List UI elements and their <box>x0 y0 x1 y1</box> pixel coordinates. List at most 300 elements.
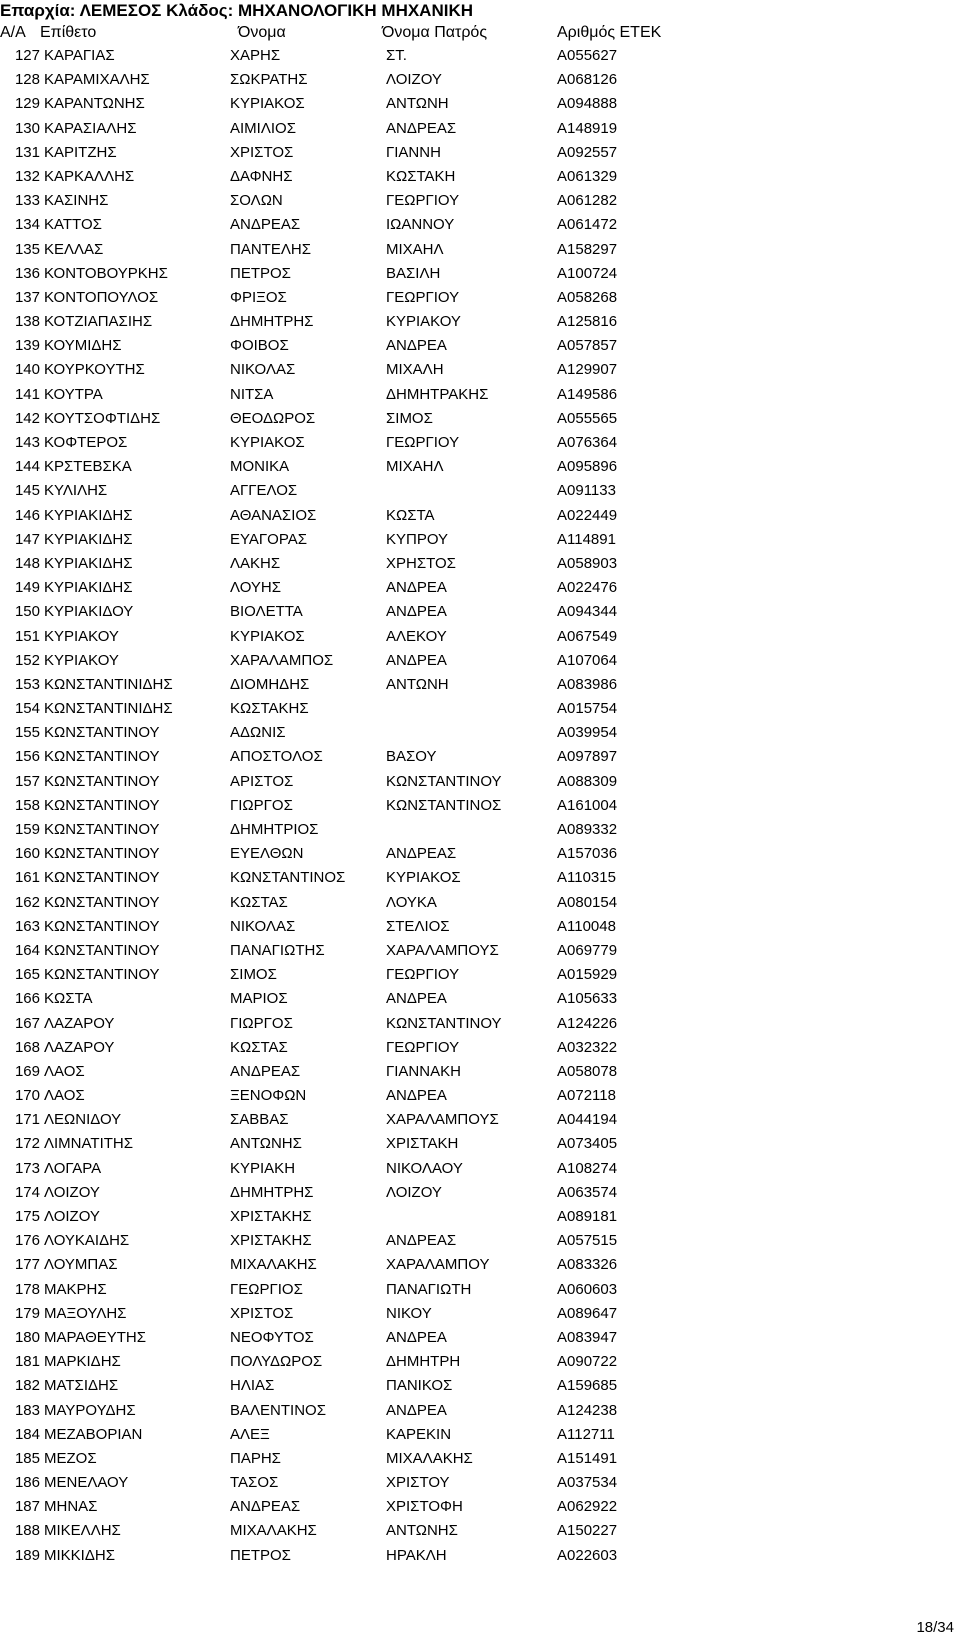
etek-number-cell: Α100724 <box>557 264 618 282</box>
name-cell: ΚΩΣΤΑΣ <box>230 893 288 911</box>
etek-number-cell: Α148919 <box>557 119 618 137</box>
father-name-cell: ΓΕΩΡΓΙΟΥ <box>386 192 460 210</box>
row-number: 155 <box>14 724 40 742</box>
etek-number-cell: Α060603 <box>557 1280 618 1298</box>
father-name-cell: ΓΕΩΡΓΙΟΥ <box>386 1038 460 1056</box>
name-cell: ΝΙΤΣΑ <box>230 385 274 403</box>
row-number: 184 <box>14 1425 40 1443</box>
surname-cell: ΚΩΝΣΤΑΝΤΙΝΟΥ <box>44 893 160 911</box>
table-row <box>0 407 960 431</box>
name-cell: ΑΘΑΝΑΣΙΟΣ <box>230 506 317 524</box>
row-number: 164 <box>14 941 40 959</box>
row-number: 157 <box>14 772 40 790</box>
row-number: 158 <box>14 796 40 814</box>
surname-cell: ΚΕΛΛΑΣ <box>44 240 104 258</box>
row-number: 170 <box>14 1087 40 1105</box>
surname-cell: ΚΑΡΑΣΙΑΛΗΣ <box>44 119 137 137</box>
table-row <box>0 117 960 141</box>
table-row <box>0 794 960 818</box>
name-cell: ΠΕΤΡΟΣ <box>230 264 291 282</box>
father-name-cell: ΜΙΧΑΛΗ <box>386 361 444 379</box>
row-number: 156 <box>14 748 40 766</box>
surname-cell: ΚΩΝΣΤΑΝΤΙΝΟΥ <box>44 724 160 742</box>
row-number: 165 <box>14 966 40 984</box>
table-row <box>0 1495 960 1519</box>
row-number: 159 <box>14 821 40 838</box>
etek-number-cell: Α090722 <box>557 1353 618 1371</box>
father-name-cell: ΚΩΝΣΤΑΝΤΙΝΟΥ <box>386 772 502 790</box>
table-row <box>0 455 960 479</box>
row-number: 168 <box>14 1038 40 1056</box>
table-row <box>0 189 960 213</box>
etek-number-cell: Α110315 <box>557 869 616 887</box>
etek-number-cell: Α080154 <box>557 893 618 911</box>
etek-number-cell: Α058903 <box>557 554 618 572</box>
name-cell: ΠΕΤΡΟΣ <box>230 1546 291 1564</box>
etek-number-cell: Α015929 <box>557 966 618 984</box>
row-number: 180 <box>14 1328 40 1346</box>
name-cell: ΞΕΝΟΦΩΝ <box>230 1087 307 1105</box>
surname-cell: ΚΩΝΣΤΑΝΤΙΝΟΥ <box>44 748 160 766</box>
name-cell: ΝΕΟΦΥΤΟΣ <box>230 1328 314 1346</box>
table-row <box>0 262 960 286</box>
table-row <box>0 721 960 745</box>
father-name-cell: ΓΙΑΝΝΗ <box>386 143 441 161</box>
father-name-cell: ΑΝΤΩΝΗ <box>386 95 449 113</box>
table-row <box>0 1181 960 1205</box>
table-row <box>0 842 960 866</box>
table-row <box>0 504 960 528</box>
father-name-cell: ΣΤΕΛΙΟΣ <box>386 917 450 935</box>
etek-number-cell: Α076364 <box>557 434 618 451</box>
etek-number-cell: Α124226 <box>557 1014 618 1032</box>
surname-cell: ΚΥΡΙΑΚΟΥ <box>44 651 119 669</box>
surname-cell: ΚΑΣΙΝΗΣ <box>44 192 109 210</box>
etek-number-cell: Α094888 <box>557 95 618 113</box>
surname-cell: ΛΑΟΣ <box>44 1087 85 1105</box>
row-number: 167 <box>14 1014 40 1032</box>
father-name-cell: ΑΛΕΚΟΥ <box>386 627 447 645</box>
table-row <box>0 939 960 963</box>
surname-cell: ΚΟΥΤΡΑ <box>44 385 103 403</box>
surname-cell: ΛΟΥΚΑΙΔΗΣ <box>44 1232 130 1250</box>
father-name-cell: ΣΙΜΟΣ <box>386 409 433 427</box>
etek-number-cell: Α105633 <box>557 990 618 1008</box>
father-name-cell: ΑΝΔΡΕΑ <box>386 579 447 597</box>
etek-number-cell: Α062922 <box>557 1498 618 1516</box>
table-row <box>0 1326 960 1350</box>
name-cell: ΑΝΔΡΕΑΣ <box>230 216 301 234</box>
table-row <box>0 1423 960 1447</box>
table-row <box>0 1374 960 1398</box>
etek-number-cell: Α069779 <box>557 941 618 959</box>
name-cell: ΧΡΙΣΤΟΣ <box>230 143 294 161</box>
surname-cell: ΚΩΝΣΤΑΝΤΙΝΟΥ <box>44 941 160 959</box>
father-name-cell: ΑΝΔΡΕΑ <box>386 603 447 621</box>
row-number: 137 <box>14 288 40 306</box>
name-cell: ΑΝΤΩΝΗΣ <box>230 1135 302 1153</box>
table-row <box>0 479 960 503</box>
row-number: 136 <box>14 264 40 282</box>
etek-number-cell: Α057515 <box>557 1232 618 1250</box>
row-number: 151 <box>14 627 40 645</box>
table-row <box>0 600 960 624</box>
father-name-cell: ΜΙΧΑΛΑΚΗΣ <box>386 1449 473 1467</box>
table-header <box>0 22 960 44</box>
surname-cell: ΚΩΝΣΤΑΝΤΙΝΙΔΗΣ <box>44 675 173 693</box>
etek-number-cell: Α112711 <box>557 1425 615 1443</box>
surname-cell: ΜΑΡΚΙΔΗΣ <box>44 1353 121 1371</box>
etek-number-cell: Α058078 <box>557 1062 618 1080</box>
surname-cell: ΚΩΝΣΤΑΝΤΙΝΟΥ <box>44 796 160 814</box>
row-number: 176 <box>14 1232 40 1250</box>
row-number: 149 <box>14 579 40 597</box>
etek-number-cell: Α057857 <box>557 337 618 355</box>
table-row <box>0 625 960 649</box>
surname-cell: ΚΥΡΙΑΚΙΔΗΣ <box>44 579 133 597</box>
row-number: 160 <box>14 845 40 863</box>
table-row <box>0 1108 960 1132</box>
row-number: 139 <box>14 337 40 355</box>
table-row <box>0 528 960 552</box>
table-row <box>0 866 960 890</box>
surname-cell: ΜΕΖΟΣ <box>44 1449 97 1467</box>
table-row <box>0 1399 960 1423</box>
etek-number-cell: Α089181 <box>557 1208 618 1225</box>
father-name-cell: ΛΟΥΚΑ <box>386 893 437 911</box>
header-name: Όνομα <box>238 24 286 41</box>
name-cell: ΔΗΜΗΤΡΗΣ <box>230 1183 314 1201</box>
name-cell: ΒΑΛΕΝΤΙΝΟΣ <box>230 1401 326 1419</box>
surname-cell: ΛΟΙΖΟΥ <box>44 1208 100 1225</box>
etek-number-cell: Α022449 <box>557 506 618 524</box>
surname-cell: ΚΟΥΜΙΔΗΣ <box>44 337 122 355</box>
name-cell: ΦΡΙΞΟΣ <box>230 288 287 306</box>
surname-cell: ΚΥΛΙΛΗΣ <box>44 482 108 500</box>
name-cell: ΚΩΣΤΑΚΗΣ <box>230 700 309 718</box>
etek-number-cell: Α097897 <box>557 748 618 766</box>
name-cell: ΦΟΙΒΟΣ <box>230 337 289 355</box>
row-number: 163 <box>14 917 40 935</box>
etek-number-cell: Α125816 <box>557 313 618 331</box>
row-number: 150 <box>14 603 40 621</box>
etek-number-cell: Α061329 <box>557 167 618 185</box>
row-number: 153 <box>14 675 40 693</box>
name-cell: ΔΑΦΝΗΣ <box>230 167 293 185</box>
surname-cell: ΜΕΝΕΛΑΟΥ <box>44 1474 129 1492</box>
etek-number-cell: Α068126 <box>557 71 618 89</box>
surname-cell: ΚΩΣΤΑ <box>44 990 93 1008</box>
table-row <box>0 1157 960 1181</box>
surname-cell: ΛΑΟΣ <box>44 1062 85 1080</box>
surname-cell: ΛΟΓΑΡΑ <box>44 1159 102 1177</box>
surname-cell: ΚΟΤΖΙΑΠΑΣΙΗΣ <box>44 313 153 331</box>
table-row <box>0 165 960 189</box>
header-etek-number: Αριθμός ΕΤΕΚ <box>557 24 662 41</box>
page-title: Επαρχία: ΛΕΜΕΣΟΣ Κλάδος: ΜΗΧΑΝΟΛΟΓΙΚΗ ΜΗΧΑΝΙΚΗ <box>0 1 474 20</box>
name-cell: ΑΔΩΝΙΣ <box>230 724 286 742</box>
father-name-cell: ΒΑΣΙΛΗ <box>386 264 441 282</box>
etek-number-cell: Α083947 <box>557 1328 618 1346</box>
name-cell: ΘΕΟΔΩΡΟΣ <box>230 409 316 427</box>
etek-number-cell: Α124238 <box>557 1401 618 1419</box>
name-cell: ΠΑΝΑΓΙΩΤΗΣ <box>230 941 325 959</box>
row-number: 187 <box>14 1498 40 1516</box>
etek-number-cell: Α072118 <box>557 1087 616 1105</box>
page-number: 18/34 <box>916 1619 954 1636</box>
row-number: 146 <box>14 506 40 524</box>
name-cell: ΚΥΡΙΑΚΟΣ <box>230 627 305 645</box>
table-row <box>0 1253 960 1277</box>
table-row <box>0 213 960 237</box>
table-row <box>0 431 960 455</box>
father-name-cell: ΓΕΩΡΓΙΟΥ <box>386 966 460 984</box>
table-row <box>0 697 960 721</box>
table-row <box>0 745 960 769</box>
name-cell: ΜΙΧΑΛΑΚΗΣ <box>230 1522 317 1540</box>
name-cell: ΜΙΧΑΛΑΚΗΣ <box>230 1256 317 1274</box>
surname-cell: ΜΗΝΑΣ <box>44 1498 98 1516</box>
table-row <box>0 1447 960 1471</box>
row-number: 129 <box>14 95 40 113</box>
name-cell: ΕΥΑΓΟΡΑΣ <box>230 530 307 548</box>
row-number: 154 <box>14 700 40 718</box>
table-row <box>0 334 960 358</box>
etek-number-cell: Α032322 <box>557 1038 618 1056</box>
father-name-cell: ΠΑΝΑΓΙΩΤΗ <box>386 1280 472 1298</box>
row-number: 130 <box>14 119 40 137</box>
row-number: 128 <box>14 71 40 89</box>
father-name-cell: ΓΙΑΝΝΑΚΗ <box>386 1062 461 1080</box>
table-row <box>0 1350 960 1374</box>
table-row <box>0 238 960 262</box>
name-cell: ΣΟΛΩΝ <box>230 192 283 210</box>
table-row <box>0 310 960 334</box>
name-cell: ΧΑΡΑΛΑΜΠΟΣ <box>230 651 334 669</box>
name-cell: ΓΙΩΡΓΟΣ <box>230 796 293 814</box>
name-cell: ΜΑΡΙΟΣ <box>230 990 288 1008</box>
name-cell: ΧΡΙΣΤΟΣ <box>230 1304 294 1322</box>
etek-number-cell: Α149586 <box>557 385 618 403</box>
row-number: 183 <box>14 1401 40 1419</box>
surname-cell: ΚΩΝΣΤΑΝΤΙΝΙΔΗΣ <box>44 700 173 718</box>
etek-number-cell: Α022476 <box>557 579 618 597</box>
surname-cell: ΛΑΖΑΡΟΥ <box>44 1014 115 1032</box>
table-row <box>0 286 960 310</box>
etek-number-cell: Α067549 <box>557 627 618 645</box>
row-number: 181 <box>14 1353 40 1371</box>
etek-number-cell: Α129907 <box>557 361 618 379</box>
etek-number-cell: Α044194 <box>557 1111 618 1129</box>
etek-number-cell: Α061472 <box>557 216 618 234</box>
name-cell: ΣΙΜΟΣ <box>230 966 277 984</box>
father-name-cell: ΑΝΔΡΕΑ <box>386 1401 447 1419</box>
row-number: 162 <box>14 893 40 911</box>
father-name-cell: ΣΤ. <box>386 47 407 64</box>
surname-cell: ΜΑΚΡΗΣ <box>44 1280 107 1298</box>
name-cell: ΗΛΙΑΣ <box>230 1377 275 1395</box>
etek-number-cell: Α161004 <box>557 796 618 814</box>
etek-number-cell: Α108274 <box>557 1159 618 1177</box>
row-number: 143 <box>14 434 40 451</box>
name-cell: ΜΟΝΙΚΑ <box>230 458 290 476</box>
surname-cell: ΚΥΡΙΑΚΙΔΗΣ <box>44 554 133 572</box>
father-name-cell: ΑΝΤΩΝΗΣ <box>386 1522 458 1540</box>
name-cell: ΠΑΡΗΣ <box>230 1449 281 1467</box>
surname-cell: ΛΟΥΜΠΑΣ <box>44 1256 118 1274</box>
name-cell: ΑΝΔΡΕΑΣ <box>230 1062 301 1080</box>
row-number: 173 <box>14 1159 40 1177</box>
row-number: 185 <box>14 1449 40 1467</box>
surname-cell: ΚΡΣΤΕΒΣΚΑ <box>44 458 132 476</box>
table-row <box>0 1229 960 1253</box>
row-number: 135 <box>14 240 40 258</box>
father-name-cell: ΧΡΙΣΤΟΥ <box>386 1474 450 1492</box>
father-name-cell: ΚΥΡΙΑΚΟΣ <box>386 869 461 887</box>
table-row <box>0 1132 960 1156</box>
name-cell: ΣΑΒΒΑΣ <box>230 1111 289 1129</box>
etek-number-cell: Α092557 <box>557 143 618 161</box>
surname-cell: ΚΩΝΣΤΑΝΤΙΝΟΥ <box>44 869 160 887</box>
surname-cell: ΜΑΡΑΘΕΥΤΗΣ <box>44 1328 147 1346</box>
name-cell: ΚΩΣΤΑΣ <box>230 1038 288 1056</box>
surname-cell: ΜΑΤΣΙΔΗΣ <box>44 1377 119 1395</box>
etek-number-cell: Α158297 <box>557 240 618 258</box>
table-row <box>0 649 960 673</box>
row-number: 178 <box>14 1280 40 1298</box>
row-number: 172 <box>14 1135 40 1153</box>
father-name-cell: ΓΕΩΡΓΙΟΥ <box>386 434 460 451</box>
row-number: 179 <box>14 1304 40 1322</box>
table-row <box>0 915 960 939</box>
row-number: 182 <box>14 1377 40 1395</box>
row-number: 144 <box>14 458 40 476</box>
father-name-cell: ΚΩΣΤΑΚΗ <box>386 167 456 185</box>
name-cell: ΛΑΚΗΣ <box>230 554 281 572</box>
etek-number-cell: Α089647 <box>557 1304 618 1322</box>
table-body <box>0 44 960 1568</box>
surname-cell: ΚΩΝΣΤΑΝΤΙΝΟΥ <box>44 772 160 790</box>
row-number: 132 <box>14 167 40 185</box>
father-name-cell: ΧΑΡΑΛΑΜΠΟΥΣ <box>386 941 499 959</box>
father-name-cell: ΜΙΧΑΗΛ <box>386 458 444 476</box>
etek-number-cell: Α114891 <box>557 530 616 548</box>
surname-cell: ΚΥΡΙΑΚΙΔΗΣ <box>44 506 133 524</box>
father-name-cell: ΑΝΔΡΕΑΣ <box>386 119 457 137</box>
name-cell: ΚΥΡΙΑΚΗ <box>230 1159 296 1177</box>
surname-cell: ΜΕΖΑΒΟΡΙΑΝ <box>44 1425 143 1443</box>
table-row <box>0 552 960 576</box>
father-name-cell: ΙΩΑΝΝΟΥ <box>386 216 455 234</box>
etek-number-cell: Α095896 <box>557 458 618 476</box>
surname-cell: ΚΑΡΙΤΖΗΣ <box>44 143 117 161</box>
header-surname: Επίθετο <box>40 24 97 41</box>
table-row <box>0 383 960 407</box>
table-row <box>0 68 960 92</box>
name-cell: ΓΕΩΡΓΙΟΣ <box>230 1280 303 1298</box>
etek-number-cell: Α151491 <box>557 1449 618 1467</box>
row-number: 148 <box>14 554 40 572</box>
surname-cell: ΚΩΝΣΤΑΝΤΙΝΟΥ <box>44 821 160 838</box>
surname-cell: ΚΟΝΤΟΠΟΥΛΟΣ <box>44 288 159 306</box>
row-number: 166 <box>14 990 40 1008</box>
father-name-cell: ΧΑΡΑΛΑΜΠΟΥ <box>386 1256 490 1274</box>
table-row <box>0 1084 960 1108</box>
table-row <box>0 576 960 600</box>
name-cell: ΝΙΚΟΛΑΣ <box>230 361 296 379</box>
etek-number-cell: Α073405 <box>557 1135 618 1153</box>
table-row <box>0 92 960 116</box>
row-number: 177 <box>14 1256 40 1274</box>
row-number: 186 <box>14 1474 40 1492</box>
name-cell: ΧΡΙΣΤΑΚΗΣ <box>230 1208 312 1225</box>
father-name-cell: ΚΩΝΣΤΑΝΤΙΝΟΣ <box>386 796 502 814</box>
table-row <box>0 1036 960 1060</box>
name-cell: ΠΑΝΤΕΛΗΣ <box>230 240 311 258</box>
header-father-name: Όνομα Πατρός <box>382 24 488 41</box>
row-number: 140 <box>14 361 40 379</box>
row-number: 145 <box>14 482 40 500</box>
etek-number-cell: Α055627 <box>557 47 618 64</box>
name-cell: ΑΡΙΣΤΟΣ <box>230 772 294 790</box>
table-row <box>0 1205 960 1229</box>
surname-cell: ΚΑΡΑΜΙΧΑΛΗΣ <box>44 71 150 89</box>
row-number: 175 <box>14 1208 40 1225</box>
name-cell: ΑΛΕΞ <box>230 1425 270 1443</box>
row-number: 131 <box>14 143 40 161</box>
father-name-cell: ΑΝΔΡΕΑ <box>386 337 447 355</box>
row-number: 134 <box>14 216 40 234</box>
surname-cell: ΚΟΥΡΚΟΥΤΗΣ <box>44 361 145 379</box>
table-row <box>0 1544 960 1568</box>
father-name-cell: ΔΗΜΗΤΡΗ <box>386 1353 461 1371</box>
father-name-cell: ΔΗΜΗΤΡΑΚΗΣ <box>386 385 489 403</box>
surname-cell: ΚΥΡΙΑΚΙΔΟΥ <box>44 603 134 621</box>
surname-cell: ΚΑΤΤΟΣ <box>44 216 102 234</box>
surname-cell: ΜΑΞΟΥΛΗΣ <box>44 1304 127 1322</box>
father-name-cell: ΜΙΧΑΗΛ <box>386 240 444 258</box>
row-number: 133 <box>14 192 40 210</box>
etek-number-cell: Α022603 <box>557 1546 618 1564</box>
father-name-cell: ΧΡΗΣΤΟΣ <box>386 554 456 572</box>
name-cell: ΒΙΟΛΕΤΤΑ <box>230 603 303 621</box>
etek-number-cell: Α083986 <box>557 675 618 693</box>
etek-number-cell: Α083326 <box>557 1256 618 1274</box>
row-number: 189 <box>14 1546 40 1564</box>
father-name-cell: ΧΑΡΑΛΑΜΠΟΥΣ <box>386 1111 499 1129</box>
father-name-cell: ΧΡΙΣΤΑΚΗ <box>386 1135 459 1153</box>
table-row <box>0 1060 960 1084</box>
etek-number-cell: Α015754 <box>557 700 618 718</box>
name-cell: ΑΙΜΙΛΙΟΣ <box>230 119 296 137</box>
table-row <box>0 1519 960 1543</box>
surname-cell: ΚΥΡΙΑΚΟΥ <box>44 627 119 645</box>
row-number: 174 <box>14 1183 40 1201</box>
father-name-cell: ΑΝΔΡΕΑ <box>386 1328 447 1346</box>
table-row <box>0 818 960 842</box>
surname-cell: ΚΟΥΤΣΟΦΤΙΔΗΣ <box>44 409 161 427</box>
name-cell: ΔΗΜΗΤΡΗΣ <box>230 313 314 331</box>
etek-number-cell: Α094344 <box>557 603 618 621</box>
father-name-cell: ΑΝΔΡΕΑΣ <box>386 1232 457 1250</box>
surname-cell: ΛΟΙΖΟΥ <box>44 1183 100 1201</box>
father-name-cell: ΧΡΙΣΤΟΦΗ <box>386 1498 463 1516</box>
table-row <box>0 987 960 1011</box>
etek-number-cell: Α157036 <box>557 845 618 863</box>
father-name-cell: ΒΑΣΟΥ <box>386 748 437 766</box>
table-row <box>0 673 960 697</box>
etek-number-cell: Α159685 <box>557 1377 618 1395</box>
